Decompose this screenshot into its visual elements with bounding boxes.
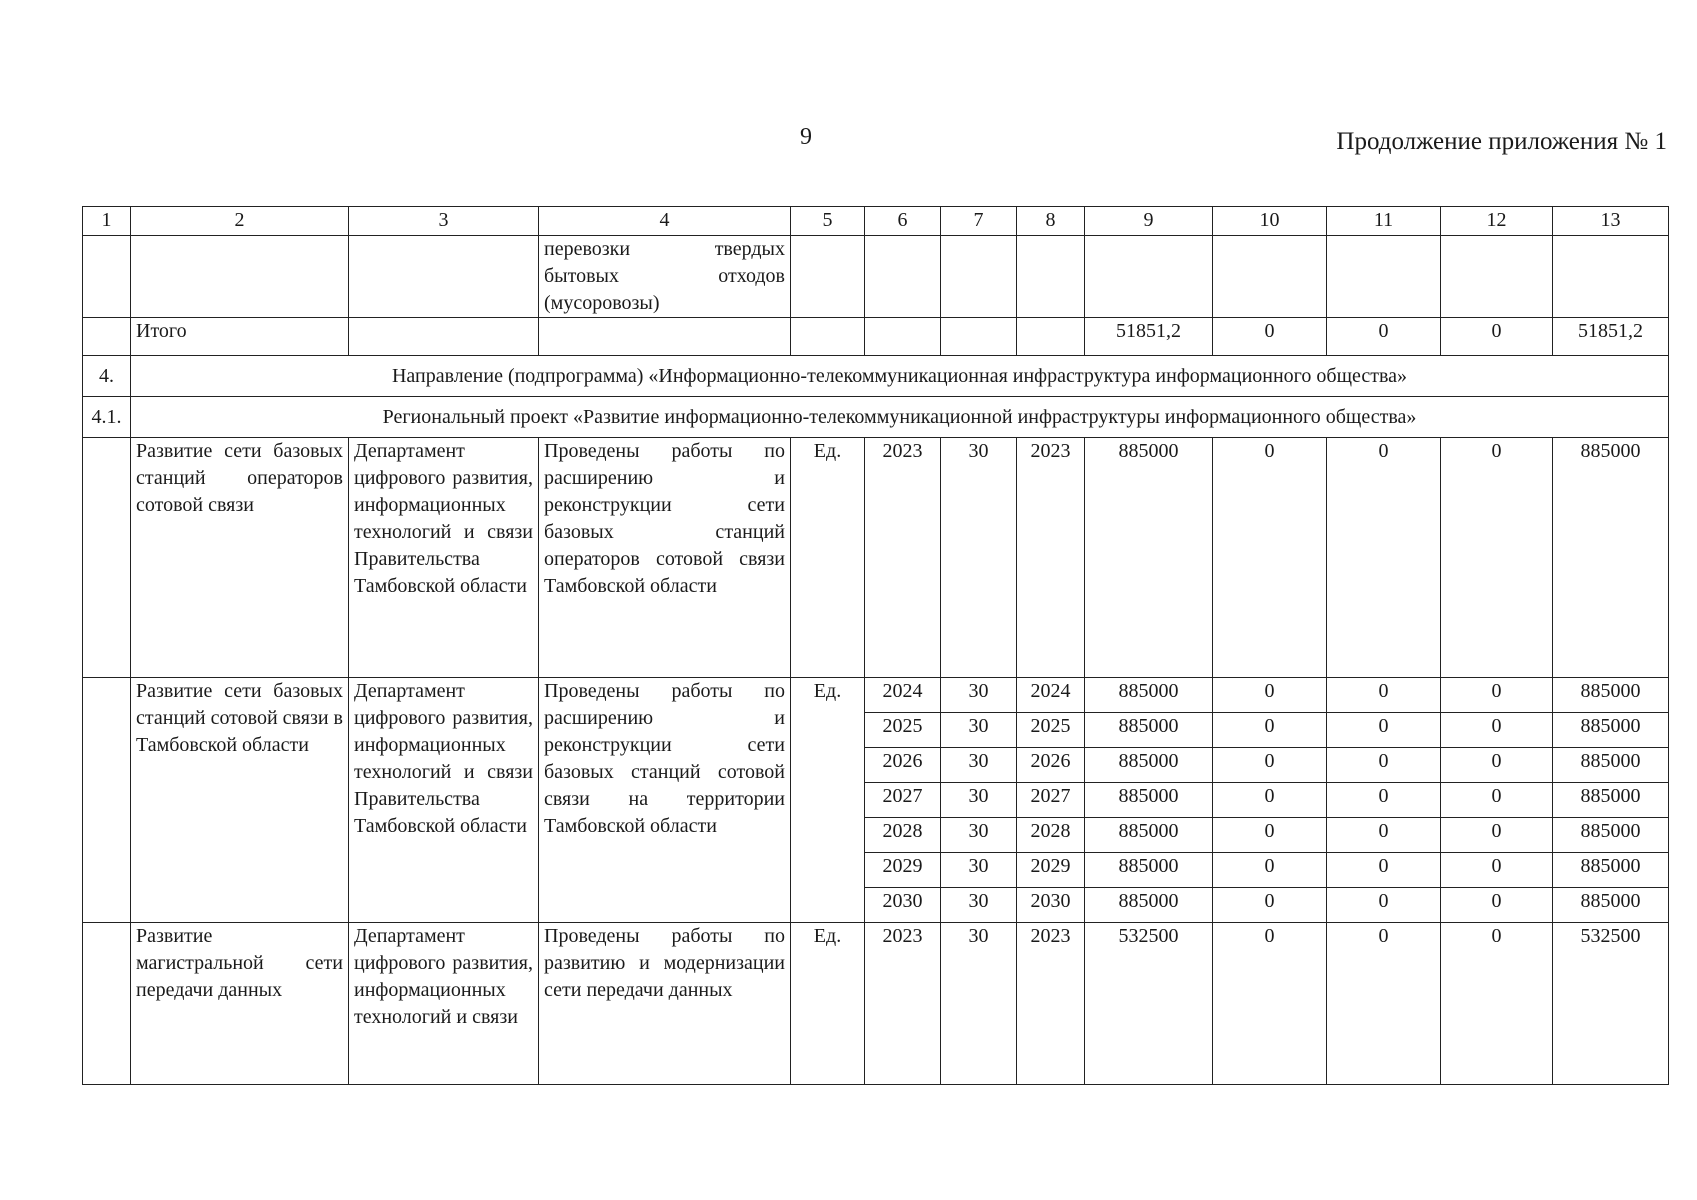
total-col12: 0	[1441, 318, 1553, 356]
col11: 0	[1327, 713, 1441, 748]
header-cell: 4	[539, 207, 791, 236]
activity-name: Развитие магистральной сети передачи данных	[131, 923, 349, 1085]
department: Департамент цифрового развития, информационных технологий и связи	[349, 923, 539, 1085]
header-cell: 2	[131, 207, 349, 236]
total-col10: 0	[1213, 318, 1327, 356]
page-number: 9	[800, 124, 812, 150]
value: 30	[941, 748, 1017, 783]
header-cell: 5	[791, 207, 865, 236]
header-cell: 11	[1327, 207, 1441, 236]
year-start: 2024	[865, 678, 941, 713]
header-cell: 7	[941, 207, 1017, 236]
value: 30	[941, 818, 1017, 853]
col9: 532500	[1085, 923, 1213, 1085]
value: 30	[941, 783, 1017, 818]
year-start: 2030	[865, 888, 941, 923]
year-start: 2027	[865, 783, 941, 818]
col10: 0	[1213, 853, 1327, 888]
col10: 0	[1213, 923, 1327, 1085]
year-end: 2023	[1017, 923, 1085, 1085]
value: 30	[941, 853, 1017, 888]
section-41-row	[83, 397, 1669, 438]
header-cell: 8	[1017, 207, 1085, 236]
total-col11: 0	[1327, 318, 1441, 356]
year-end: 2023	[1017, 438, 1085, 678]
col11: 0	[1327, 818, 1441, 853]
section-41-number: 4.1.	[83, 397, 131, 438]
year-end: 2028	[1017, 818, 1085, 853]
result: Проведены работы по развитию и модернизации сети передачи данных	[539, 923, 791, 1085]
col11: 0	[1327, 888, 1441, 923]
col10: 0	[1213, 783, 1327, 818]
col9: 885000	[1085, 853, 1213, 888]
col12: 0	[1441, 888, 1553, 923]
col10: 0	[1213, 713, 1327, 748]
col12: 0	[1441, 818, 1553, 853]
header-cell: 13	[1553, 207, 1669, 236]
col9: 885000	[1085, 678, 1213, 713]
appendix-note: Продолжение приложения № 1	[1336, 128, 1667, 155]
col9: 885000	[1085, 888, 1213, 923]
result: Проведены работы по расширению и реконструкции сети базовых станций сотовой связи на территории Тамбовской области	[539, 678, 791, 923]
col11: 0	[1327, 748, 1441, 783]
total-col9: 51851,2	[1085, 318, 1213, 356]
col13: 885000	[1553, 678, 1669, 713]
col13: 885000	[1553, 783, 1669, 818]
col10: 0	[1213, 888, 1327, 923]
header-cell: 10	[1213, 207, 1327, 236]
value: 30	[941, 678, 1017, 713]
year-start: 2028	[865, 818, 941, 853]
col13: 885000	[1553, 853, 1669, 888]
col11: 0	[1327, 853, 1441, 888]
section-4-row	[83, 356, 1669, 397]
year-start: 2025	[865, 713, 941, 748]
col11: 0	[1327, 923, 1441, 1085]
unit: Ед.	[791, 438, 865, 678]
col9: 885000	[1085, 783, 1213, 818]
unit: Ед.	[791, 923, 865, 1085]
total-col13: 51851,2	[1553, 318, 1669, 356]
header-cell: 3	[349, 207, 539, 236]
col12: 0	[1441, 783, 1553, 818]
continuation-result: перевозки твердых бытовых отходов (мусоровозы)	[539, 236, 791, 318]
col12: 0	[1441, 853, 1553, 888]
col12: 0	[1441, 923, 1553, 1085]
header-cell: 12	[1441, 207, 1553, 236]
header-row	[83, 207, 1669, 236]
activity-name: Развитие сети базовых станций сотовой связи в Тамбовской области	[131, 678, 349, 923]
total-row	[83, 318, 1669, 356]
department: Департамент цифрового развития, информационных технологий и связи Правительства Тамбовской области	[349, 438, 539, 678]
col13: 885000	[1553, 748, 1669, 783]
unit: Ед.	[791, 678, 865, 923]
col9: 885000	[1085, 748, 1213, 783]
col12: 0	[1441, 748, 1553, 783]
col9: 885000	[1085, 818, 1213, 853]
col10: 0	[1213, 678, 1327, 713]
year-start: 2029	[865, 853, 941, 888]
department: Департамент цифрового развития, информационных технологий и связи Правительства Тамбовской области	[349, 678, 539, 923]
col13: 885000	[1553, 818, 1669, 853]
value: 30	[941, 438, 1017, 678]
header-cell: 9	[1085, 207, 1213, 236]
header-cell: 1	[83, 207, 131, 236]
year-start: 2026	[865, 748, 941, 783]
col12: 0	[1441, 678, 1553, 713]
col10: 0	[1213, 748, 1327, 783]
col11: 0	[1327, 438, 1441, 678]
col12: 0	[1441, 713, 1553, 748]
col13: 885000	[1553, 888, 1669, 923]
col10: 0	[1213, 818, 1327, 853]
section-4-title: Направление (подпрограмма) «Информационно-телекоммуникационная инфраструктура информационного общества»	[131, 356, 1669, 397]
year-end: 2027	[1017, 783, 1085, 818]
continuation-row	[83, 236, 1669, 318]
result: Проведены работы по расширению и реконструкции сети базовых станций операторов сотовой связи Тамбовской области	[539, 438, 791, 678]
year-end: 2025	[1017, 713, 1085, 748]
col9: 885000	[1085, 438, 1213, 678]
table-row	[83, 923, 1669, 1085]
section-4-number: 4.	[83, 356, 131, 397]
col13: 532500	[1553, 923, 1669, 1085]
section-41-title: Региональный проект «Развитие информационно-телекоммуникационной инфраструктуры информационного общества»	[131, 397, 1669, 438]
program-table	[82, 206, 1669, 1085]
value: 30	[941, 888, 1017, 923]
year-end: 2024	[1017, 678, 1085, 713]
total-label: Итого	[131, 318, 349, 356]
year-start: 2023	[865, 438, 941, 678]
year-end: 2030	[1017, 888, 1085, 923]
activity-name: Развитие сети базовых станций операторов сотовой связи	[131, 438, 349, 678]
table-row	[83, 678, 1669, 713]
header-cell: 6	[865, 207, 941, 236]
year-end: 2026	[1017, 748, 1085, 783]
col9: 885000	[1085, 713, 1213, 748]
col13: 885000	[1553, 438, 1669, 678]
table-row	[83, 438, 1669, 678]
year-start: 2023	[865, 923, 941, 1085]
value: 30	[941, 923, 1017, 1085]
col13: 885000	[1553, 713, 1669, 748]
col11: 0	[1327, 678, 1441, 713]
value: 30	[941, 713, 1017, 748]
year-end: 2029	[1017, 853, 1085, 888]
col11: 0	[1327, 783, 1441, 818]
col10: 0	[1213, 438, 1327, 678]
col12: 0	[1441, 438, 1553, 678]
